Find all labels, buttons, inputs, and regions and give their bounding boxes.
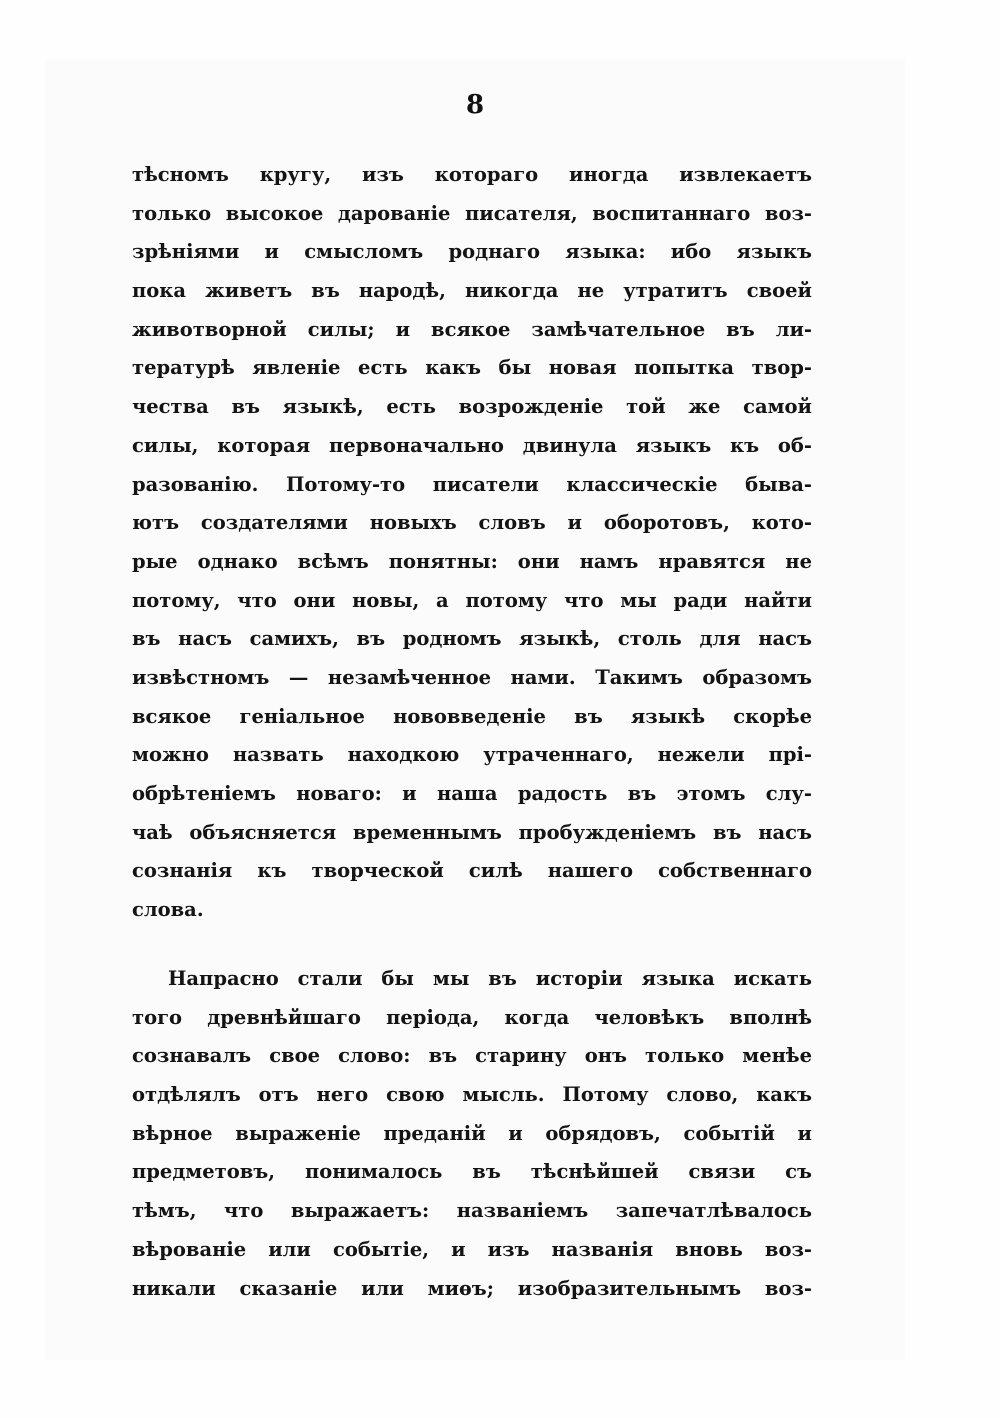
text-line: вѣрное выраженіе преданій и обрядовъ, событій и [132,1121,812,1145]
text-line: животворной силы; и всякое замѣчательное въ ли- [132,317,812,341]
text-line: предметовъ, понималось въ тѣснѣйшей связи съ [132,1160,812,1184]
text-line: Напрасно стали бы мы въ исторіи языка искать [168,967,812,990]
text-line: обрѣтеніемъ новаго: и наша радость въ этомъ слу- [132,782,812,805]
text-line: никали сказаніе или миѳъ; изобразительнымъ воз- [132,1276,812,1300]
text-line: извѣстномъ — незамѣченное нами. Такимъ образомъ [132,665,812,689]
text-line: отдѣлялъ отъ него свою мысль. Потому слово, какъ [132,1083,812,1107]
text-line: рые однако всѣмъ понятны: они намъ нравятся не [132,549,812,573]
text-line: чества въ языкѣ, есть возрожденіе той же самой [132,395,812,419]
text-line: сознанія къ творческой силѣ нашего собственнаго [132,859,812,883]
text-line: ютъ создателями новыхъ словъ и оборотовъ, кото- [132,511,812,535]
text-line: разованію. Потому-то писатели классическіе быва- [132,472,812,496]
text-line: того древнѣйшаго періода, когда человѣкъ вполнѣ [132,1005,812,1029]
page-number: 8 [465,90,485,120]
text-line: пока живетъ въ народѣ, никогда не утратитъ своей [132,279,812,303]
text-line: всякое геніальное нововведеніе въ языкѣ скорѣе [132,704,812,728]
text-line: тѣсномъ кругу, изъ котораго иногда извлекаетъ [132,163,812,186]
paragraph-1 [132,156,812,930]
text-line: тературѣ явленіе есть какъ бы новая попытка твор- [132,356,812,380]
text-line: потому, что они новы, а потому что мы ради найти [132,588,812,612]
paragraph-2 [132,960,812,1308]
text-line: въ насъ самихъ, въ родномъ языкѣ, столь для насъ [132,627,812,651]
text-line: можно назвать находкою утраченнаго, нежели прі- [132,743,812,767]
text-line: силы, которая первоначально двинула языкъ къ об- [132,433,812,457]
text-line: только высокое дарованіе писателя, воспитаннаго воз- [132,201,812,225]
text-line: вѣрованіе или событіе, и изъ названія вновь воз- [132,1237,812,1261]
text-line: чаѣ объясняется временнымъ пробужденіемъ въ насъ [132,820,812,844]
text-line: слова. [132,898,204,922]
text-line: тѣмъ, что выражаетъ: названіемъ запечатлѣвалось [132,1199,812,1223]
text-line: зрѣніями и смысломъ роднаго языка: ибо языкъ [132,240,812,264]
text-line: сознавалъ свое слово: въ старину онъ только менѣе [132,1044,812,1068]
